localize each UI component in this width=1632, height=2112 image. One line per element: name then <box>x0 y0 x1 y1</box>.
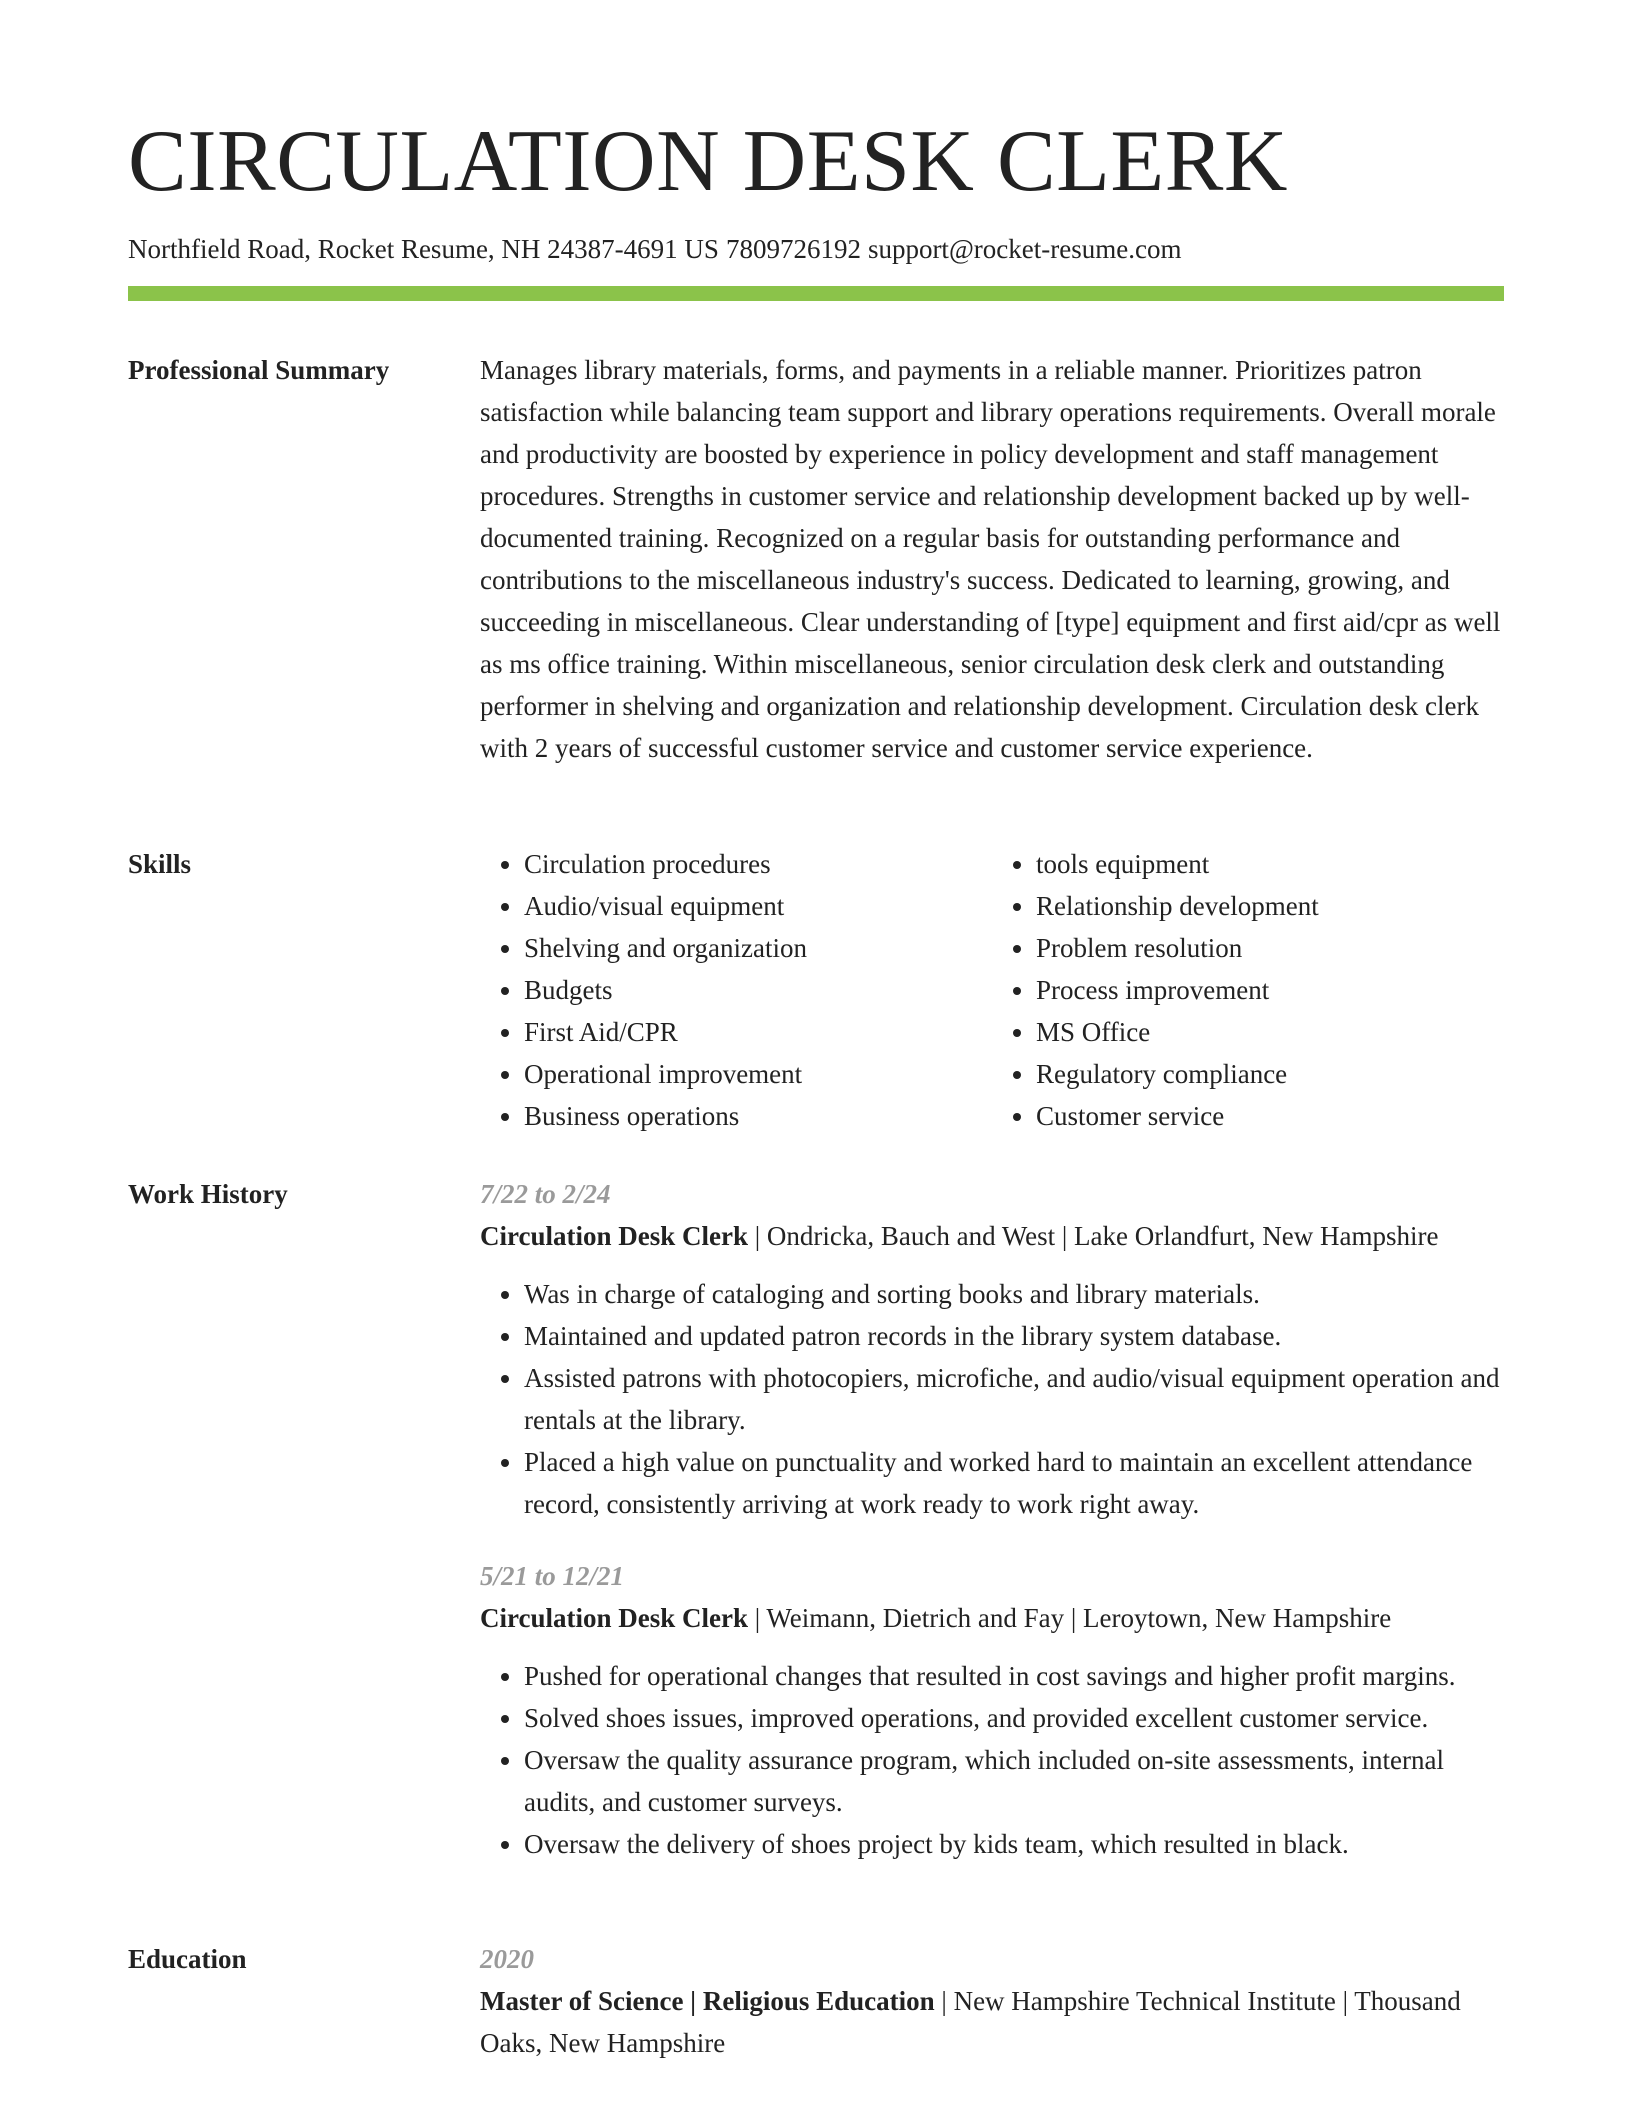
skills-column-left <box>480 843 992 1137</box>
job-employer: | Ondricka, Bauch and West | Lake Orlandfurt, New Hampshire <box>748 1221 1439 1251</box>
skills-body <box>480 843 1504 1137</box>
job-employer: | Weimann, Dietrich and Fay | Leroytown, New Hampshire <box>748 1603 1392 1633</box>
skill-item: • MS Office <box>1036 1011 1504 1053</box>
job-title: Circulation Desk Clerk <box>480 1603 748 1633</box>
skill-item: • Regulatory compliance <box>1036 1053 1504 1095</box>
contact-address: Northfield Road, Rocket Resume, NH 24387-4691 US <box>128 234 719 264</box>
job-bullet: • Was in charge of cataloging and sorting books and library materials. <box>524 1273 1504 1315</box>
skill-item: • Business operations <box>524 1095 992 1137</box>
job-heading <box>480 1597 1504 1639</box>
skill-item: • Circulation procedures <box>524 843 992 885</box>
education-school: | New Hampshire Technical Institute | Thousand Oaks, New Hampshire <box>480 1986 1461 2058</box>
job-bullet: • Solved shoes issues, improved operations, and provided excellent customer service. <box>524 1697 1504 1739</box>
education-degree: Master of Science | Religious Education <box>480 1986 935 2016</box>
summary-body <box>480 349 1504 769</box>
job-bullet: • Assisted patrons with photocopiers, microfiche, and audio/visual equipment operation and rentals at the library. <box>524 1357 1504 1441</box>
skill-item: • Operational improvement <box>524 1053 992 1095</box>
education-year: 2020 <box>480 1944 534 1974</box>
skill-item: • Customer service <box>1036 1095 1504 1137</box>
contact-email: support@rocket-resume.com <box>867 234 1182 264</box>
job-entry <box>480 1173 1504 1525</box>
job-dates: 7/22 to 2/24 <box>480 1179 611 1209</box>
work-history-body <box>480 1173 1504 1895</box>
summary-text: Manages library materials, forms, and payments in a reliable manner. Prioritizes patron satisfaction while balancing team support and library operations requirements. Overall morale and productivity are boosted by experience in policy development and staff management procedures. Strengths in customer service and relationship development backed up by well-documented training. Recognized on a regular basis for outstanding performance and contributions to the miscellaneous industry's success. Dedicated to learning, growing, and succeeding in miscellaneous. Clear understanding of [type] equipment and first aid/cpr as well as ms office training. Within miscellaneous, senior circulation desk clerk and outstanding performer in shelving and organization and relationship development. Circulation desk clerk with 2 years of successful customer service and customer service experience. <box>480 355 1501 763</box>
education-heading <box>480 1980 1504 2064</box>
section-heading-summary: Professional Summary <box>128 355 390 385</box>
job-bullets <box>480 1655 1504 1865</box>
job-bullet: • Maintained and updated patron records in the library system database. <box>524 1315 1504 1357</box>
skill-item: • tools equipment <box>1036 843 1504 885</box>
contact-line <box>128 232 1181 266</box>
section-heading-education: Education <box>128 1944 247 1974</box>
job-title: Circulation Desk Clerk <box>480 1221 748 1251</box>
skill-item: • Process improvement <box>1036 969 1504 1011</box>
job-heading <box>480 1215 1504 1257</box>
skills-columns <box>480 843 1504 1137</box>
job-entry <box>480 1555 1504 1865</box>
contact-phone: 7809726192 <box>725 234 861 264</box>
header-divider <box>128 286 1504 301</box>
skill-item: • Budgets <box>524 969 992 1011</box>
section-heading-skills: Skills <box>128 849 192 879</box>
skill-item: • Relationship development <box>1036 885 1504 927</box>
education-entry <box>480 1938 1504 2064</box>
job-bullet: • Oversaw the quality assurance program, which included on-site assessments, internal audits, and customer surveys. <box>524 1739 1504 1823</box>
job-bullets <box>480 1273 1504 1525</box>
skill-item: • Shelving and organization <box>524 927 992 969</box>
job-bullet: • Oversaw the delivery of shoes project by kids team, which resulted in black. <box>524 1823 1504 1865</box>
skill-item: • Problem resolution <box>1036 927 1504 969</box>
skill-item: • Audio/visual equipment <box>524 885 992 927</box>
skills-column-right <box>992 843 1504 1137</box>
job-bullet: • Pushed for operational changes that resulted in cost savings and higher profit margins. <box>524 1655 1504 1697</box>
section-heading-work-history: Work History <box>128 1179 288 1209</box>
job-bullet: • Placed a high value on punctuality and worked hard to maintain an excellent attendance record, consistently arriving at work ready to work right away. <box>524 1441 1504 1525</box>
education-body <box>480 1938 1504 2064</box>
skill-item: • First Aid/CPR <box>524 1011 992 1053</box>
candidate-name: CIRCULATION DESK CLERK <box>128 113 1288 210</box>
job-dates: 5/21 to 12/21 <box>480 1561 625 1591</box>
